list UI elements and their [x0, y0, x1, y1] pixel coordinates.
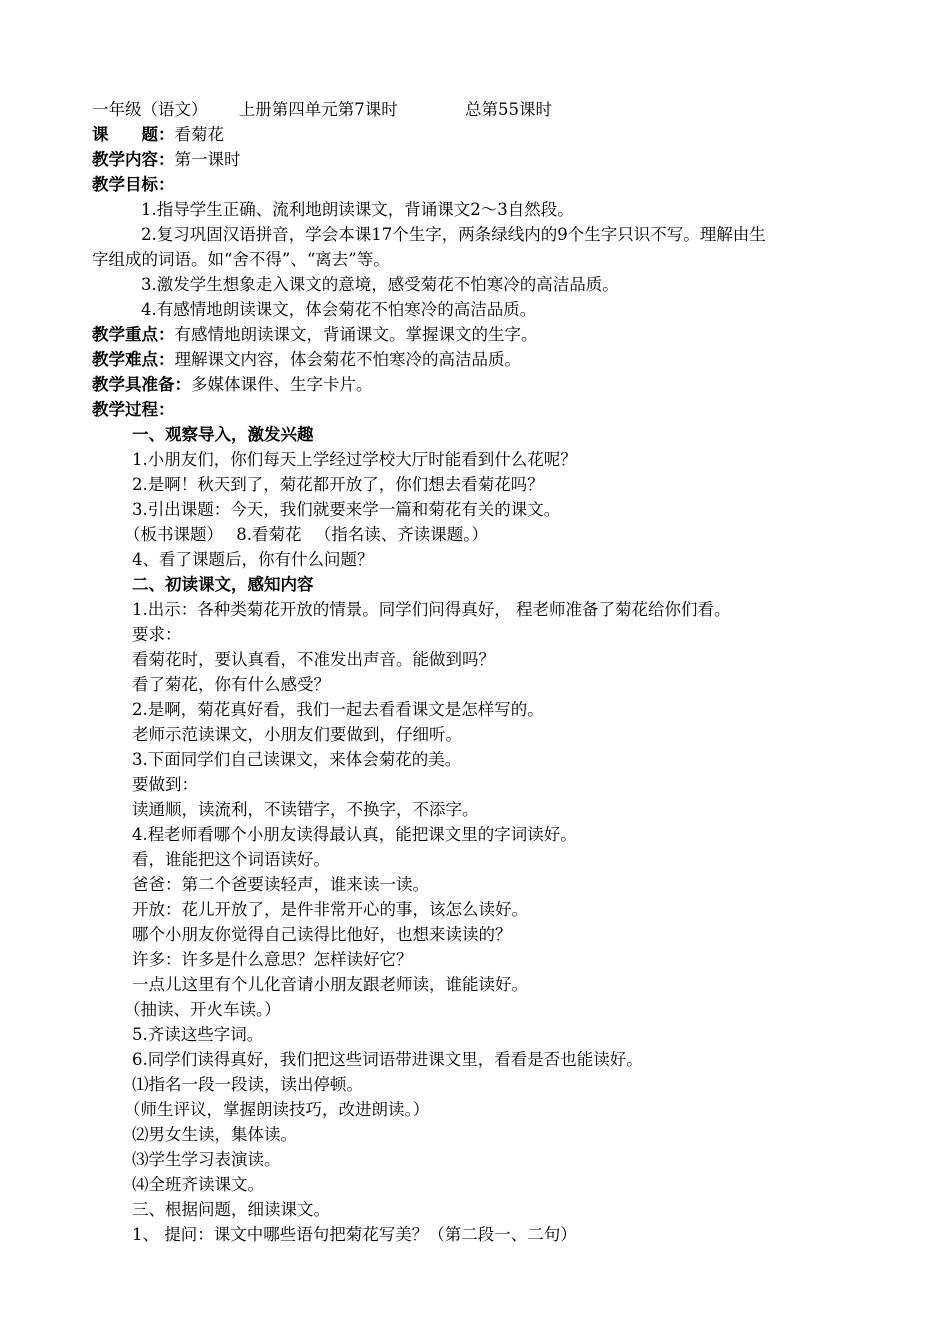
topic-label: 课 题：	[92, 125, 175, 144]
section2-line: 爸爸：第二个爸要读轻声，谁来读一读。	[132, 875, 429, 894]
section2-line: 1.出示：各种类菊花开放的情景。同学们问得真好， 程老师准备了菊花给你们看。	[132, 600, 731, 619]
topic-value: 看菊花	[174, 125, 224, 144]
section1-line: 4、看了课题后，你有什么问题？	[132, 550, 374, 569]
section2-line: 看，谁能把这个词语读好。	[132, 850, 330, 869]
section2-line: 6.同学们读得真好，我们把这些词语带进课文里，看看是否也能读好。	[132, 1050, 643, 1069]
section2-line: 哪个小朋友你觉得自己读得比他好，也想来读读的？	[132, 925, 512, 944]
section2-line: 看了菊花，你有什么感受？	[132, 675, 330, 694]
section2-line: 老师示范读课文，小朋友们要做到，仔细听。	[132, 725, 462, 744]
section2-line: 3.下面同学们自己读课文，来体会菊花的美。	[132, 750, 462, 769]
section2-line: ⑵男女生读，集体读。	[132, 1125, 297, 1144]
section2-line: （师生评议，掌握朗读技巧，改进朗读。）	[124, 1100, 430, 1119]
difficulty-label: 教学难点：	[92, 350, 175, 369]
focus-value: 有感情地朗读课文，背诵课文。掌握课文的生字。	[174, 325, 538, 344]
goal-item: 1.指导学生正确、流利地朗读课文，背诵课文2～3自然段。	[141, 200, 574, 219]
section2-line: 要求：	[132, 625, 182, 644]
difficulty-line	[92, 348, 521, 372]
section1-line: （板书课题） 8.看菊花 （指名读、齐读课题。）	[124, 525, 488, 544]
goal-item: 4.有感情地朗读课文，体会菊花不怕寒冷的高洁品质。	[141, 300, 537, 319]
tools-line	[92, 373, 373, 397]
goal-item-continued: 字组成的词语。如“舍不得”、“离去”等。	[92, 250, 390, 269]
header-grade: 一年级（语文）	[92, 100, 208, 119]
section1-line: 3.引出课题：今天，我们就要来学一篇和菊花有关的课文。	[132, 500, 561, 519]
section2-line: 开放：花儿开放了，是件非常开心的事，该怎么读好。	[132, 900, 528, 919]
section2-title: 二、初读课文，感知内容	[132, 575, 314, 594]
difficulty-value: 理解课文内容，体会菊花不怕寒冷的高洁品质。	[174, 350, 521, 369]
section2-line: 5.齐读这些字词。	[132, 1025, 264, 1044]
page-header	[92, 98, 552, 122]
section2-line: ⑷全班齐读课文。	[132, 1175, 264, 1194]
section2-line: 要做到：	[132, 775, 198, 794]
goal-item: 3.激发学生想象走入课文的意境，感受菊花不怕寒冷的高洁品质。	[141, 275, 619, 294]
section3-line: 1、 提问：课文中哪些语句把菊花写美？（第二段一、二句）	[132, 1225, 577, 1244]
section1-line: 1.小朋友们，你们每天上学经过学校大厅时能看到什么花呢？	[132, 450, 577, 469]
header-total: 总第55课时	[465, 100, 552, 119]
focus-label: 教学重点：	[92, 325, 175, 344]
tools-label: 教学具准备：	[92, 375, 191, 394]
topic-line	[92, 123, 224, 147]
section1-line: 2.是啊！秋天到了，菊花都开放了，你们想去看菊花吗？	[132, 475, 544, 494]
section2-line: ⑶学生学习表演读。	[132, 1150, 281, 1169]
goal-item: 2.复习巩固汉语拼音，学会本课17个生字，两条绿线内的9个生字只识不写。理解由生	[141, 225, 766, 244]
content-value: 第一课时	[174, 150, 241, 169]
process-label: 教学过程：	[92, 400, 175, 419]
content-label: 教学内容：	[92, 150, 175, 169]
section2-line: ⑴指名一段一段读，读出停顿。	[132, 1075, 363, 1094]
section1-title: 一、观察导入，激发兴趣	[132, 425, 314, 444]
section2-line: 一点儿这里有个儿化音请小朋友跟老师读，谁能读好。	[132, 975, 528, 994]
section2-line: 看菊花时，要认真看，不准发出声音。能做到吗？	[132, 650, 495, 669]
header-unit: 上册第四单元第7课时	[238, 100, 398, 119]
section3-title: 三、根据问题，细读课文。	[132, 1200, 330, 1219]
section2-line: 4.程老师看哪个小朋友读得最认真，能把课文里的字词读好。	[132, 825, 577, 844]
section2-line: 许多：许多是什么意思？怎样读好它？	[132, 950, 413, 969]
section2-line: 2.是啊，菊花真好看，我们一起去看看课文是怎样写的。	[132, 700, 544, 719]
tools-value: 多媒体课件、生字卡片。	[191, 375, 373, 394]
section2-line: （抽读、开火车读。）	[124, 1000, 281, 1019]
goals-label: 教学目标：	[92, 175, 175, 194]
content-line	[92, 148, 241, 172]
focus-line	[92, 323, 538, 347]
section2-line: 读通顺，读流利，不读错字，不换字，不添字。	[132, 800, 479, 819]
